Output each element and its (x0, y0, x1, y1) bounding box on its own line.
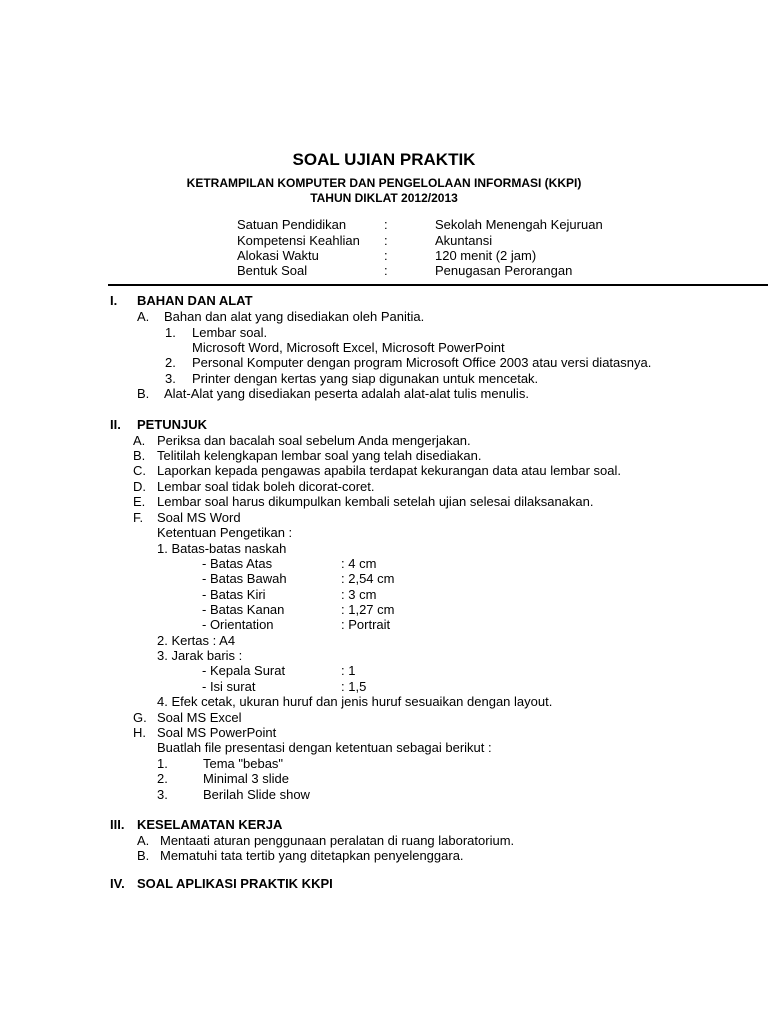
list-item: Telitilah kelengkapan lembar soal yang telah disediakan. (157, 448, 482, 463)
setting-label: - Batas Kiri (202, 587, 266, 602)
info-colon: : (384, 217, 388, 232)
list-number: 2. (165, 355, 176, 370)
list-item: Soal MS PowerPoint (157, 725, 277, 740)
list-item: 1. Batas-batas naskah (157, 541, 287, 556)
list-item: Mentaati aturan penggunaan peralatan di ruang laboratorium. (160, 833, 515, 848)
list-item: Mematuhi tata tertib yang ditetapkan penyelenggara. (160, 848, 464, 863)
page-subtitle: KETRAMPILAN KOMPUTER DAN PENGELOLAAN INFORMASI (KKPI) (186, 176, 582, 190)
list-item: Soal MS Excel (157, 710, 242, 725)
page-title: SOAL UJIAN PRAKTIK (292, 150, 476, 169)
info-label: Alokasi Waktu (237, 248, 319, 263)
setting-value: : 2,54 cm (341, 571, 395, 586)
list-letter: B. (133, 448, 146, 463)
setting-value: : 1 (341, 663, 356, 678)
section-number: IV. (110, 876, 125, 891)
list-letter: G. (133, 710, 147, 725)
info-label: Bentuk Soal (237, 263, 308, 278)
list-letter: E. (133, 494, 146, 509)
list-number: 1. (165, 325, 176, 340)
list-item: Microsoft Word, Microsoft Excel, Microsoft PowerPoint (192, 340, 505, 355)
list-item: Buatlah file presentasi dengan ketentuan sebagai berikut : (157, 740, 492, 755)
section-heading: PETUNJUK (137, 417, 208, 432)
setting-value: : 4 cm (341, 556, 377, 571)
setting-value: : 3 cm (341, 587, 377, 602)
setting-value: : Portrait (341, 617, 391, 632)
list-item: Tema "bebas" (203, 756, 284, 771)
section-heading: BAHAN DAN ALAT (137, 293, 253, 308)
list-letter: D. (133, 479, 146, 494)
list-item: Periksa dan bacalah soal sebelum Anda mengerjakan. (157, 433, 471, 448)
list-item: Laporkan kepada pengawas apabila terdapat kekurangan data atau lembar soal. (157, 463, 622, 478)
setting-value: : 1,5 (341, 679, 367, 694)
list-letter: B. (137, 848, 150, 863)
setting-label: - Batas Kanan (202, 602, 285, 617)
subheading: Ketentuan Pengetikan : (157, 525, 293, 540)
list-letter: A. (137, 833, 150, 848)
list-number: 3. (157, 787, 168, 802)
setting-label: - Batas Atas (202, 556, 273, 571)
list-item: Lembar soal tidak boleh dicorat-coret. (157, 479, 375, 494)
list-item: Berilah Slide show (203, 787, 310, 802)
list-number: 1. (157, 756, 168, 771)
info-value: Sekolah Menengah Kejuruan (435, 217, 603, 232)
list-item: Printer dengan kertas yang siap digunakan untuk mencetak. (192, 371, 539, 386)
setting-value: : 1,27 cm (341, 602, 395, 617)
list-number: 3. (165, 371, 176, 386)
info-colon: : (384, 248, 388, 263)
info-label: Satuan Pendidikan (237, 217, 347, 232)
info-value: 120 menit (2 jam) (435, 248, 537, 263)
list-letter: F. (133, 510, 144, 525)
list-item: Lembar soal. (192, 325, 268, 340)
list-item: Soal MS Word (157, 510, 241, 525)
list-item: Personal Komputer dengan program Microsoft Office 2003 atau versi diatasnya. (192, 355, 652, 370)
info-colon: : (384, 233, 388, 248)
section-heading: SOAL APLIKASI PRAKTIK KKPI (137, 876, 333, 891)
list-item: 3. Jarak baris : (157, 648, 243, 663)
list-item: Alat-Alat yang disediakan peserta adalah alat-alat tulis menulis. (164, 386, 529, 401)
list-item: Lembar soal harus dikumpulkan kembali setelah ujian selesai dilaksanakan. (157, 494, 594, 509)
list-letter: A. (133, 433, 146, 448)
info-label: Kompetensi Keahlian (237, 233, 360, 248)
section-heading: KESELAMATAN KERJA (137, 817, 283, 832)
list-letter: H. (133, 725, 146, 740)
list-item: 4. Efek cetak, ukuran huruf dan jenis huruf sesuaikan dengan layout. (157, 694, 553, 709)
list-letter: A. (137, 309, 150, 324)
list-letter: B. (137, 386, 150, 401)
section-number: II. (110, 417, 121, 432)
setting-label: - Isi surat (202, 679, 256, 694)
list-letter: C. (133, 463, 146, 478)
section-number: III. (110, 817, 125, 832)
academic-year: TAHUN DIKLAT 2012/2013 (310, 191, 458, 205)
setting-label: - Batas Bawah (202, 571, 287, 586)
setting-label: - Orientation (202, 617, 274, 632)
info-colon: : (384, 263, 388, 278)
list-item: 2. Kertas : A4 (157, 633, 236, 648)
info-value: Akuntansi (435, 233, 493, 248)
list-item: Bahan dan alat yang disediakan oleh Panitia. (164, 309, 425, 324)
info-value: Penugasan Perorangan (435, 263, 573, 278)
header-divider (108, 284, 768, 286)
setting-label: - Kepala Surat (202, 663, 286, 678)
list-number: 2. (157, 771, 168, 786)
section-number: I. (110, 293, 118, 308)
list-item: Minimal 3 slide (203, 771, 289, 786)
